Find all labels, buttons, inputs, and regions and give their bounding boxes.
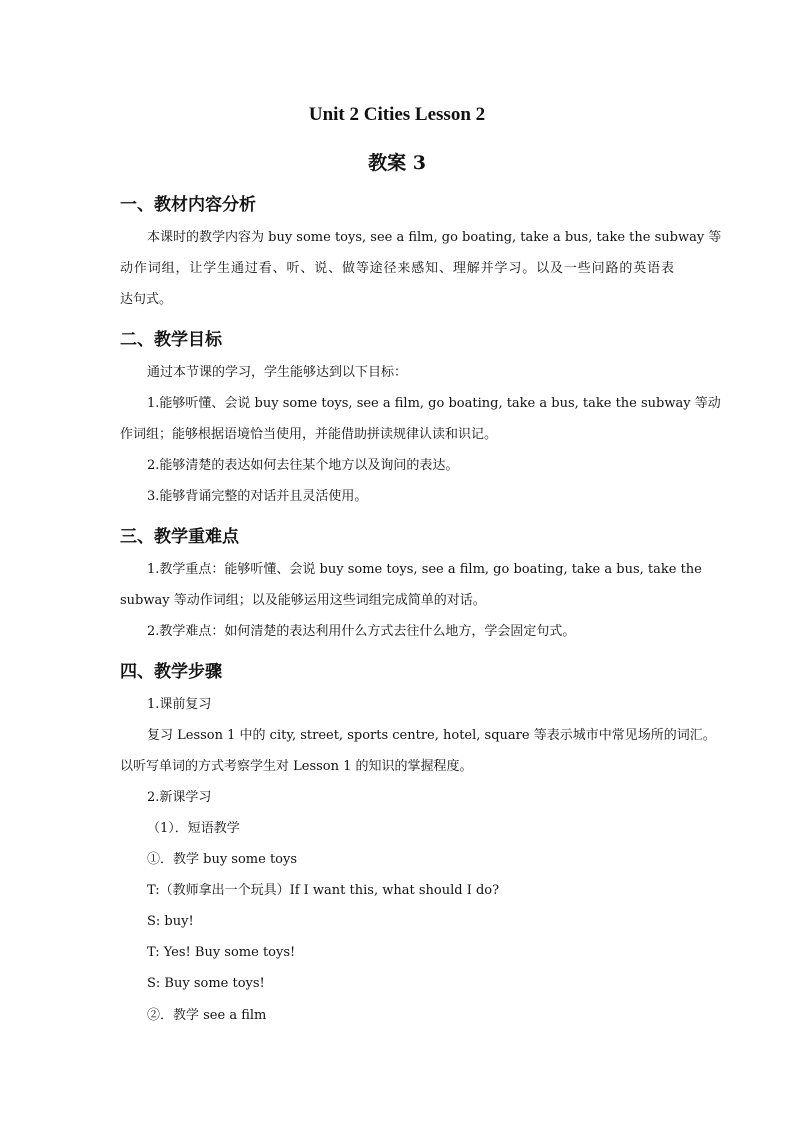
section-heading-teaching-steps: 四、教学步骤 [120, 662, 222, 682]
paragraph-line: 1.课前复习 [147, 697, 212, 712]
paragraph-text: 动作词组，让学生通过看、听、说、做等途径来感知、理解并学习。以及一些问路的英语表 [120, 261, 674, 276]
paragraph-line [147, 394, 721, 414]
paragraph-line: 2.新课学习 [147, 790, 212, 805]
paragraph-line [120, 259, 674, 279]
paragraph-line: 以听写单词的方式考察学生对 Lesson 1 的知识的掌握程度。 [120, 759, 473, 774]
paragraph-line: 2.教学难点：如何清楚的表达利用什么方式去往什么地方，学会固定句式。 [147, 624, 576, 639]
paragraph-line: （1）．短语教学 [147, 821, 240, 836]
paragraph-text: 复习 Lesson 1 中的 city, street, sports centre, hotel, square 等表示城市中常见场所的词汇。 [147, 728, 716, 743]
section-heading-key-points: 三、教学重难点 [120, 527, 239, 547]
paragraph-text: 1.能够听懂、会说 buy some toys, see a film, go boating, take a bus, take the subway 等动 [147, 396, 721, 411]
paragraph-line: subway 等动作词组；以及能够运用这些词组完成简单的对话。 [120, 593, 486, 608]
paragraph-line: 通过本节课的学习，学生能够达到以下目标： [147, 365, 408, 380]
paragraph-line: 3.能够背诵完整的对话并且灵活使用。 [147, 489, 368, 504]
dialogue-line: S: Buy some toys! [147, 976, 265, 991]
dialogue-line: S: buy! [147, 914, 194, 929]
document-title: Unit 2 Cities Lesson 2 [308, 104, 486, 125]
section-heading-content-analysis: 一、教材内容分析 [120, 195, 256, 215]
dialogue-line: T: Yes! Buy some toys! [147, 945, 296, 960]
paragraph-line: 2.能够清楚的表达如何去往某个地方以及询问的表达。 [147, 458, 459, 473]
paragraph-line: 达句式。 [120, 292, 173, 307]
paragraph-line: ②．教学 see a film [147, 1008, 267, 1023]
paragraph-line [147, 560, 702, 580]
dialogue-line: T:（教师拿出一个玩具）If I want this, what should I do? [147, 883, 500, 898]
paragraph-text: 1.教学重点：能够听懂、会说 buy some toys, see a film, go boating, take a bus, take the [147, 562, 702, 577]
paragraph-line: 作词组；能够根据语境恰当使用，并能借助拼读规律认读和识记。 [120, 427, 498, 442]
paragraph-line [147, 726, 716, 746]
paragraph-line: ①．教学 buy some toys [147, 852, 298, 867]
paragraph-line [147, 228, 722, 248]
paragraph-text: 本课时的教学内容为 buy some toys, see a film, go boating, take a bus, take the subway 等 [147, 230, 722, 245]
section-heading-teaching-goals: 二、教学目标 [120, 330, 222, 350]
document-subtitle: 教案 3 [368, 152, 426, 174]
